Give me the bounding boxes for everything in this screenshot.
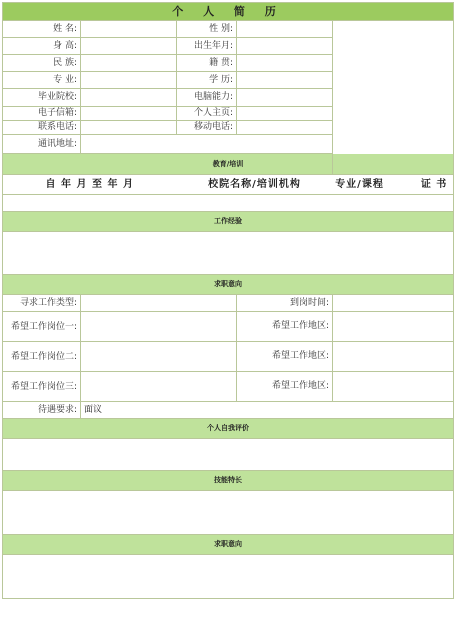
work-header: 工作经验 <box>3 212 454 232</box>
mobile-label: 移动电话: <box>177 121 237 135</box>
photo-area[interactable] <box>333 21 454 175</box>
education-entries[interactable] <box>3 195 454 212</box>
birth-label: 出生年月: <box>177 38 237 55</box>
area3-field[interactable] <box>333 372 454 402</box>
pos1-label: 希望工作岗位一: <box>3 312 81 342</box>
edu-col-period: 自 年 月 至 年 月 <box>3 175 177 195</box>
degree-field[interactable] <box>237 72 333 89</box>
height-field[interactable] <box>81 38 177 55</box>
work-experience-area[interactable] <box>3 232 454 275</box>
area1-field[interactable] <box>333 312 454 342</box>
homepage-label: 个人主页: <box>177 107 237 121</box>
school-field[interactable] <box>81 89 177 107</box>
address-label: 通讯地址: <box>3 135 81 154</box>
computer-label: 电脑能力: <box>177 89 237 107</box>
resume-sheet <box>2 2 453 599</box>
intent-header: 求职意向 <box>3 275 454 295</box>
resume-table <box>2 2 454 599</box>
education-header: 教育/培训 <box>3 154 454 175</box>
self-eval-header: 个人自我评价 <box>3 419 454 439</box>
birth-field[interactable] <box>237 38 333 55</box>
job-type-field[interactable] <box>81 295 237 312</box>
major-label: 专 业: <box>3 72 81 89</box>
resume-title: 个 人 简 历 <box>3 3 454 21</box>
salary-value[interactable]: 面议 <box>81 402 454 419</box>
mobile-field[interactable] <box>237 121 333 135</box>
pos3-field[interactable] <box>81 372 237 402</box>
height-label: 身 高: <box>3 38 81 55</box>
name-field[interactable] <box>81 21 177 38</box>
homepage-field[interactable] <box>237 107 333 121</box>
phone-label: 联系电话: <box>3 121 81 135</box>
area3-label: 希望工作地区: <box>237 372 333 402</box>
address-field[interactable] <box>81 135 333 154</box>
origin-field[interactable] <box>237 55 333 72</box>
job-type-label: 寻求工作类型: <box>3 295 81 312</box>
edu-col-major: 专业/课程 <box>335 178 384 190</box>
ethnicity-label: 民 族: <box>3 55 81 72</box>
area2-label: 希望工作地区: <box>237 342 333 372</box>
major-field[interactable] <box>81 72 177 89</box>
area1-label: 希望工作地区: <box>237 312 333 342</box>
edu-col-cert: 证 书 <box>420 178 448 190</box>
arrival-label: 到岗时间: <box>237 295 333 312</box>
gender-label: 性 别: <box>177 21 237 38</box>
phone-field[interactable] <box>81 121 177 135</box>
name-label: 姓 名: <box>3 21 81 38</box>
self-eval-area[interactable] <box>3 439 454 471</box>
skills-header: 技能特长 <box>3 471 454 491</box>
computer-field[interactable] <box>237 89 333 107</box>
pos2-field[interactable] <box>81 342 237 372</box>
intent2-header: 求职意向 <box>3 535 454 555</box>
email-field[interactable] <box>81 107 177 121</box>
arrival-field[interactable] <box>333 295 454 312</box>
pos1-field[interactable] <box>81 312 237 342</box>
intent2-area[interactable] <box>3 555 454 599</box>
gender-field[interactable] <box>237 21 333 38</box>
origin-label: 籍 贯: <box>177 55 237 72</box>
area2-field[interactable] <box>333 342 454 372</box>
salary-label: 待遇要求: <box>3 402 81 419</box>
pos2-label: 希望工作岗位二: <box>3 342 81 372</box>
school-label: 毕业院校: <box>3 89 81 107</box>
edu-col-school: 校院名称/培训机构 <box>177 175 333 195</box>
edu-col-major-cert <box>333 175 454 195</box>
ethnicity-field[interactable] <box>81 55 177 72</box>
email-label: 电子信箱: <box>3 107 81 121</box>
pos3-label: 希望工作岗位三: <box>3 372 81 402</box>
skills-area[interactable] <box>3 491 454 535</box>
degree-label: 学 历: <box>177 72 237 89</box>
